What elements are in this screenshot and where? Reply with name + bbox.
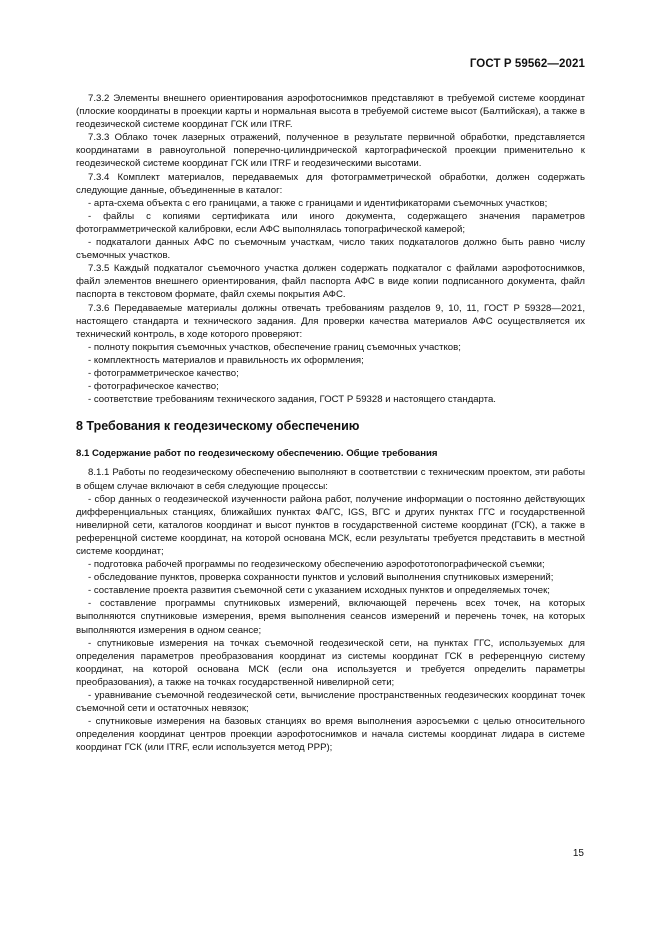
paragraph-7-3-4: 7.3.4 Комплект материалов, передаваемых для фотограмметрической обработки, должен содержать следующие данные, объединенные в каталог:	[76, 171, 585, 196]
list-item: - комплектность материалов и правильность их оформления;	[88, 354, 364, 366]
paragraph-7-3-5: 7.3.5 Каждый подкаталог съемочного участка должен содержать подкаталог с файлами аэрофотоснимков, файл элементов внешнего ориентирования, файл паспорта АФС в виде копии подписанного документа, файл паспорта в текстовом формате, файл схемы покрытия АФС.	[76, 263, 585, 301]
list-item: - составление программы спутниковых измерений, включающей перечень всех точек, на которых выполняются спутниковые измерения, время выполнения сеансов измерений и перечень точек, на которых выполняются измерения в одном сеансе;	[76, 598, 585, 636]
list-item: - фотографическое качество;	[88, 381, 219, 393]
list-item: - подготовка рабочей программы по геодезическому обеспечению аэрофототопографической съемки;	[88, 559, 545, 571]
list-item: - арта-схема объекта с его границами, а также с границами и идентификаторами съемочных участков;	[88, 197, 548, 209]
list-item: - уравнивание съемочной геодезической сети, вычисление пространственных геодезических координат точек съемочной сети и остаточных невязок;	[76, 690, 585, 715]
list-item: - соответствие требованиям технического задания, ГОСТ Р 59328 и настоящего стандарта.	[88, 394, 496, 406]
list-item: - полноту покрытия съемочных участков, обеспечение границ съемочных участков;	[88, 341, 461, 353]
list-item: - файлы с копиями сертификата или иного документа, содержащего значения параметров фотограмметрической калибровки, если АФС выполнялась топографической камерой;	[76, 210, 585, 235]
section-heading: 8 Требования к геодезическому обеспечению	[76, 419, 360, 434]
list-item: - спутниковые измерения на базовых станциях во время выполнения аэросъемки с целью относительного определения координат центров проекции аэрофотоснимков и начала системы координат лидара в системе координат ГСК (или ITRF, если используется метод PPP);	[76, 716, 585, 754]
document-body	[76, 92, 585, 755]
list-item: - спутниковые измерения на точках съемочной геодезической сети, на пунктах ГГС, используемых для определения параметров преобразования координат из системы координат ГСК в референцную систему координат, на которой основана МСК (если она используется и требуется определить параметры преобразования), а также на точках государственной нивелирной сети;	[76, 637, 585, 688]
list-item: - фотограмметрическое качество;	[88, 367, 239, 379]
paragraph-7-3-6: 7.3.6 Передаваемые материалы должны отвечать требованиям разделов 9, 10, 11, ГОСТ Р 59328—2021, настоящего стандарта и технического задания. Для проверки качества материалов АФС осуществляется их технический контроль, в ходе которого проверяют:	[76, 302, 585, 340]
standard-designation: ГОСТ Р 59562—2021	[469, 58, 585, 70]
subsection-heading: 8.1 Содержание работ по геодезическому обеспечению. Общие требования	[76, 448, 438, 460]
list-item: - сбор данных о геодезической изученности района работ, получение информации о постоянно действующих дифференциальных станциях, ближайших пунктах ФАГС, IGS, ВГС и других пунктах ГГС и государственной нивелирной сети, каталогов координат и высот пунктов в государственной системе координат (ГСК), а также в референцной системе координат, на которой основана МСК, если результаты требуется представить в местной системе координат;	[76, 493, 585, 557]
paragraph-8-1-1: 8.1.1 Работы по геодезическому обеспечению выполняют в соответствии с техническим проектом, эти работы в общем случае включают в себя следующие процессы:	[76, 467, 585, 492]
paragraph-7-3-3: 7.3.3 Облако точек лазерных отражений, полученное в результате первичной обработки, представляется координатами в равноугольной поперечно-цилиндрической картографической проекции применительно к геодезической системе координат ГСК или ITRF и геодезическими высотами.	[76, 132, 585, 170]
list-item: - составление проекта развития съемочной сети с указанием исходных пунктов и определяемых точек;	[88, 585, 550, 597]
list-item: - подкаталоги данных АФС по съемочным участкам, число таких подкаталогов должно быть равно числу съемочных участков.	[76, 237, 585, 262]
list-item: - обследование пунктов, проверка сохранности пунктов и условий выполнения спутниковых измерений;	[88, 572, 554, 584]
page-number: 15	[572, 848, 584, 859]
paragraph-7-3-2: 7.3.2 Элементы внешнего ориентирования аэрофотоснимков представляют в требуемой системе координат (плоские координаты в проекции карты и нормальная высота в требуемой системе высот (Балтийская), а также в геодезической системе координат ГСК или ITRF.	[76, 93, 585, 131]
